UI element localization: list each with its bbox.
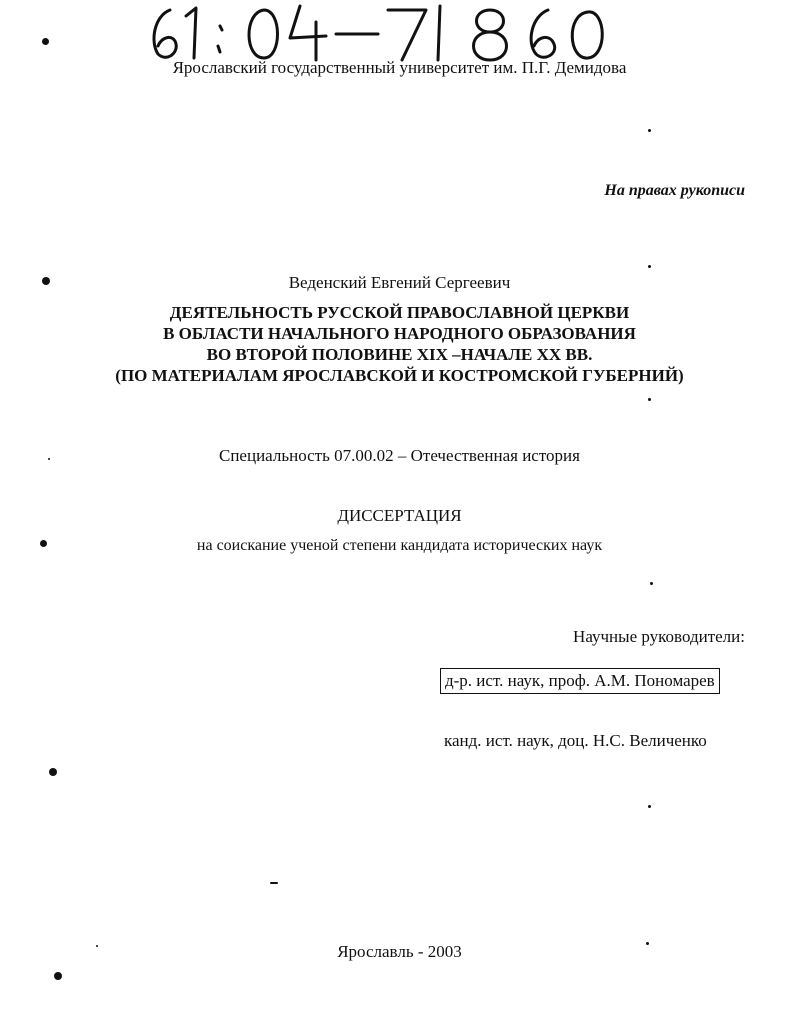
scan-speck [650,582,653,585]
scan-speck [648,805,651,808]
supervisor-primary: д-р. ист. наук, проф. А.М. Пономарев [440,668,720,694]
supervisors-label: Научные руководители: [573,627,745,646]
title-line: В ОБЛАСТИ НАЧАЛЬНОГО НАРОДНОГО ОБРАЗОВАНИЯ [163,324,636,343]
city-year: Ярославль - 2003 [337,942,462,961]
scan-speck [48,458,50,460]
handwritten-number [140,2,610,64]
title-line: (ПО МАТЕРИАЛАМ ЯРОСЛАВСКОЙ И КОСТРОМСКОЙ ГУБЕРНИЙ) [115,366,684,385]
document-type: ДИССЕРТАЦИЯ [337,506,462,525]
scan-speck [648,398,651,401]
author-name: Веденский Евгений Сергеевич [288,273,511,292]
university-name: Ярославский государственный университет им. П.Г. Демидова [172,58,627,77]
title-line: ДЕЯТЕЛЬНОСТЬ РУССКОЙ ПРАВОСЛАВНОЙ ЦЕРКВИ [169,303,630,322]
degree-statement: на соискание ученой степени кандидата исторических наук [196,537,603,554]
scan-speck [646,942,649,945]
scan-speck [42,38,49,45]
scan-speck [49,768,57,776]
specialty: Специальность 07.00.02 – Отечественная история [219,446,580,465]
scan-speck [648,265,651,268]
scan-speck [648,129,651,132]
supervisor-secondary: канд. ист. наук, доц. Н.С. Величенко [444,731,707,750]
scan-speck [40,540,47,547]
scan-speck [54,972,62,980]
scan-speck [42,277,50,285]
manuscript-rights-note: На правах рукописи [604,182,745,199]
scan-speck [270,882,278,884]
dissertation-title [0,302,799,386]
title-line: ВО ВТОРОЙ ПОЛОВИНЕ XIX –НАЧАЛЕ XX ВВ. [206,345,593,364]
scan-speck [96,945,98,947]
